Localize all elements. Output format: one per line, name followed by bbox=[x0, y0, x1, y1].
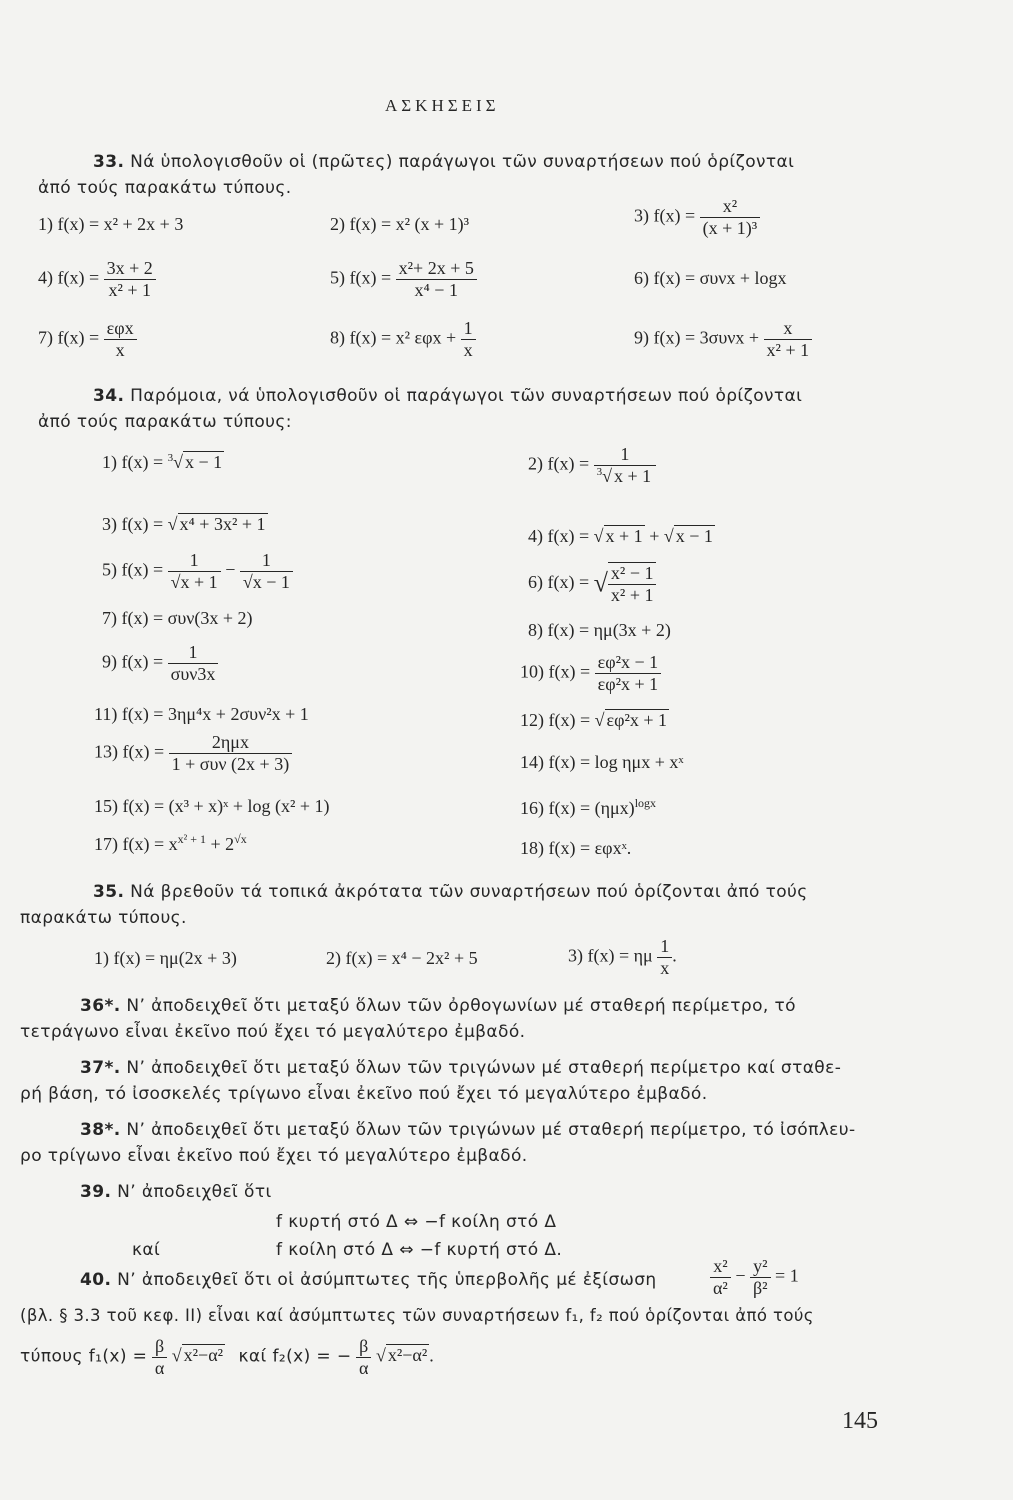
formula-33-6: 6) f(x) = συνx + logx bbox=[634, 268, 787, 288]
exercise-39-statement1: f κυρτή στό Δ ⇔ −f κοίλη στό Δ bbox=[276, 1212, 557, 1232]
formula-34-11: 11) f(x) = 3ημ⁴x + 2συν²x + 1 bbox=[94, 704, 309, 724]
exercise-34-line2: ἀπό τούς παρακάτω τύπους: bbox=[38, 412, 292, 432]
exercise-33-line1: 33. Νά ὑπολογισθοῦν οἱ (πρῶτες) παράγωγοι τῶν συναρτήσεων πού ὁρίζονται bbox=[93, 152, 795, 172]
formula-34-3: 3) f(x) = √ x⁴ + 3x² + 1 bbox=[102, 514, 266, 534]
exercise-40-line3: τύπους f₁(x) = $\frac{\beta}{\alpha}$ √ x²−α² καί f₂(x) = − $\frac{\beta}{\alpha}$ √ x²−α² . bbox=[20, 1336, 434, 1378]
exercise-35-line2: παρακάτω τύπους. bbox=[20, 908, 187, 928]
exercise-34-number: 34. bbox=[93, 386, 125, 406]
exercise-36-number: 36*. bbox=[80, 996, 121, 1016]
formula-35-3: 3) f(x) = ημ $\frac{1}{x}$ . bbox=[568, 936, 677, 978]
exercise-39-number: 39. bbox=[80, 1182, 112, 1202]
exercise-38-line2: ρο τρίγωνο εἶναι ἐκεῖνο πού ἔχει τό μεγαλύτερο ἐμβαδό. bbox=[20, 1146, 528, 1166]
formula-34-6: 6) f(x) = √ $\frac{\text{x² − 1}}{\text{x² + 1}}$ bbox=[528, 562, 656, 605]
exercise-38-line1: 38*. Ν’ ἀποδειχθεῖ ὅτι μεταξύ ὅλων τῶν τριγώνων μέ σταθερή περίμετρο, τό ἰσόπλευ- bbox=[80, 1120, 856, 1140]
formula-35-2: 2) f(x) = x⁴ − 2x² + 5 bbox=[326, 948, 478, 968]
exercise-38-number: 38*. bbox=[80, 1120, 121, 1140]
formula-33-3: 3) f(x) = $\frac{\text{x²}}{\text{(x + 1)³}}$ bbox=[634, 196, 760, 238]
formula-34-8: 8) f(x) = ημ(3x + 2) bbox=[528, 620, 671, 640]
formula-34-16: 16) $f(x) = (\eta\mu x)^{logx}$ bbox=[520, 796, 657, 818]
page-number: 145 bbox=[842, 1408, 878, 1434]
formula-34-9: 9) f(x) = $\frac{1}{\text{συν3x}}$ bbox=[102, 642, 218, 684]
formula-34-7: 7) f(x) = συν(3x + 2) bbox=[102, 608, 253, 628]
formula-34-13: 13) f(x) = $\frac{\text{2ημx}}{\text{1 + συν (2x + 3)}}$ bbox=[94, 732, 292, 774]
formula-33-7: 7) f(x) = $\frac{\text{εφx}}{x}$ bbox=[38, 318, 137, 360]
exercise-33-number: 33. bbox=[93, 152, 125, 172]
exercise-33-line2: ἀπό τούς παρακάτω τύπους. bbox=[38, 178, 292, 198]
formula-34-10: 10) f(x) = $\frac{\text{εφ²x − 1}}{\text{εφ²x + 1}}$ bbox=[520, 652, 661, 694]
hyperbola-equation: $\frac{\text{x²}}{\text{α²}}$ − $\frac{\text{y²}}{\text{β²}}$ = 1 bbox=[710, 1256, 799, 1298]
exercise-36-line1: 36*. Ν’ ἀποδειχθεῖ ὅτι μεταξύ ὅλων τῶν ὀρθογωνίων μέ σταθερή περίμετρο, τό bbox=[80, 996, 796, 1016]
exercise-40-number: 40. bbox=[80, 1270, 112, 1290]
formula-33-4: 4) f(x) = $\frac{3x + 2}{\text{x² + 1}}$ bbox=[38, 258, 156, 300]
exercise-39-line1: 39. Ν’ ἀποδειχθεῖ ὅτι bbox=[80, 1182, 272, 1202]
formula-34-5: 5) f(x) = $\frac{1}{√x + 1}$ − $\frac{1}{√x - 1}$ bbox=[102, 550, 293, 592]
formula-34-1: 1) f(x) = $^3$√ x − 1 bbox=[102, 452, 223, 472]
formula-34-2: 2) f(x) = $\frac{1}{^3√ x + 1}$ bbox=[528, 444, 656, 486]
formula-33-1: 1) f(x) = x² + 2x + 3 bbox=[38, 214, 184, 234]
formula-34-14: 14) f(x) = log ημx + xˣ bbox=[520, 752, 684, 772]
exercise-37-line2: ρή βάση, τό ἰσοσκελές τρίγωνο εἶναι ἐκεῖνο πού ἔχει τό μεγαλύτερο ἐμβαδό. bbox=[20, 1084, 708, 1104]
formula-34-4: 4) f(x) = √ x + 1 + √ x − 1 bbox=[528, 526, 713, 546]
formula-34-18: 18) f(x) = εφxˣ. bbox=[520, 838, 632, 858]
formula-33-5: 5) f(x) = $\frac{\text{x²+ 2x + 5}}{\text{x⁴ − 1}}$ bbox=[330, 258, 477, 300]
formula-33-9: 9) f(x) = 3συνx + $\frac{x}{\text{x² + 1}}$ bbox=[634, 318, 812, 360]
exercise-39-statement2: f κοίλη στό Δ ⇔ −f κυρτή στό Δ. bbox=[276, 1240, 563, 1260]
exercise-35-line1: 35. Νά βρεθοῦν τά τοπικά ἀκρότατα τῶν συναρτήσεων πού ὁρίζονται ἀπό τούς bbox=[93, 882, 808, 902]
formula-35-1: 1) f(x) = ημ(2x + 3) bbox=[94, 948, 237, 968]
exercise-37-number: 37*. bbox=[80, 1058, 121, 1078]
formula-34-17: 17) $f(x) = x^{x^2 + 1} + 2^{√x}$ bbox=[94, 832, 247, 854]
exercise-40-line2: (βλ. § 3.3 τοῦ κεφ. II) εἶναι καί ἀσύμπτωτες τῶν συναρτήσεων f₁, f₂ πού ὁρίζονται ἀπό τούς bbox=[20, 1306, 814, 1325]
exercise-34-line1: 34. Παρόμοια, νά ὑπολογισθοῦν οἱ παράγωγοι τῶν συναρτήσεων πού ὁρίζονται bbox=[93, 386, 803, 406]
formula-33-2: 2) f(x) = x² (x + 1)³ bbox=[330, 214, 470, 234]
exercise-35-number: 35. bbox=[93, 882, 125, 902]
formula-33-8: 8) f(x) = x² εφx + $\frac{1}{x}$ bbox=[330, 318, 476, 360]
exercise-39-kai: καί bbox=[132, 1240, 161, 1260]
formula-34-15: 15) f(x) = (x³ + x)ˣ + log (x² + 1) bbox=[94, 796, 330, 816]
exercise-36-line2: τετράγωνο εἶναι ἐκεῖνο πού ἔχει τό μεγαλύτερο ἐμβαδό. bbox=[20, 1022, 526, 1042]
formula-34-12: 12) f(x) = √ εφ²x + 1 bbox=[520, 710, 668, 730]
exercise-40-line1: 40. Ν’ ἀποδειχθεῖ ὅτι οἱ ἀσύμπτωτες τῆς ὑπερβολῆς μέ ἐξίσωση bbox=[80, 1270, 657, 1290]
page-heading: ΑΣΚΗΣΕΙΣ bbox=[385, 96, 500, 115]
exercise-37-line1: 37*. Ν’ ἀποδειχθεῖ ὅτι μεταξύ ὅλων τῶν τριγώνων μέ σταθερή περίμετρο καί σταθε- bbox=[80, 1058, 842, 1078]
